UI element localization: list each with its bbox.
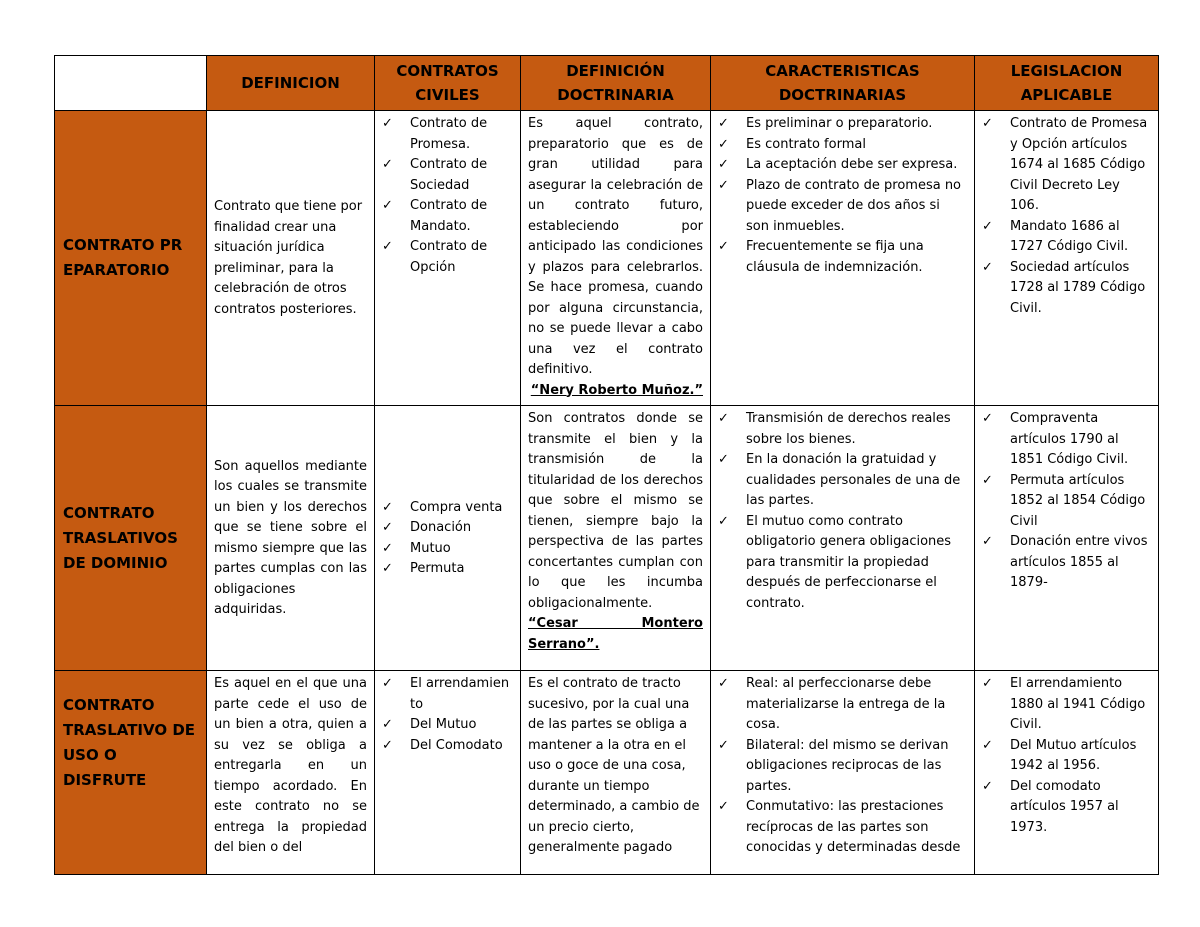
doctrinaria-cell [521, 671, 711, 875]
legislacion-cell [975, 111, 1159, 406]
definicion-text: Contrato que tiene por finalidad crear una situación jurídica preliminar, para la celebración de otros contratos posteriores. [214, 199, 363, 317]
list-item: ✓ Contrato de Sociedad [382, 157, 488, 193]
check-icon: ✓ [718, 157, 729, 172]
check-icon: ✓ [718, 239, 729, 254]
caracteristicas-list [718, 114, 967, 278]
definicion-cell [207, 406, 375, 671]
legislacion-cell [975, 671, 1159, 875]
contratos-list [382, 498, 513, 580]
contracts-table [54, 55, 1159, 875]
check-icon: ✓ [382, 540, 393, 556]
list-item: ✓ En la donación la gratuidad y cualidades personales de una de las partes. [718, 452, 961, 508]
check-icon: ✓ [382, 239, 393, 254]
contratos-cell [375, 671, 521, 875]
check-icon: ✓ [982, 259, 993, 275]
caracteristicas-list [718, 409, 967, 614]
list-item: ✓ Frecuentemente se fija una cláusula de indemnización. [718, 239, 924, 275]
row-title: CONTRATO TRASLATIVOS DE DOMINIO [55, 406, 207, 671]
header-caracteristicas: CARACTERISTICAS DOCTRINARIAS [711, 56, 975, 111]
check-icon: ✓ [382, 561, 393, 576]
row-title: CONTRATO PREPARATORIO [55, 111, 207, 406]
list-item: ✓ Permuta [382, 559, 513, 580]
check-icon: ✓ [718, 513, 729, 529]
list-item: ✓ Mandato 1686 al 1727 Código Civil. [982, 218, 1129, 254]
contratos-list [382, 674, 513, 756]
check-icon: ✓ [982, 218, 993, 234]
doctrinaria-cell [521, 406, 711, 671]
check-icon: ✓ [982, 676, 993, 691]
doctrinaria-text: Son contratos donde se transmite el bien y la transmisión de la titularidad de los derechos que sobre el mismo se tienen, siempre bajo la perspectiva de las partes concertantes cumplan con lo que les incumba obligacionalmente. [528, 411, 703, 611]
caracteristicas-list [718, 674, 967, 859]
header-definicion-doctrinaria: DEFINICIÓN DOCTRINARIA [521, 56, 711, 111]
header-contratos-civiles: CONTRATOS CIVILES [375, 56, 521, 111]
caracteristicas-cell [711, 671, 975, 875]
check-icon: ✓ [718, 676, 729, 691]
list-item: ✓ Es preliminar o preparatorio. [718, 114, 967, 135]
check-icon: ✓ [382, 717, 393, 732]
list-item: ✓ Real: al perfeccionarse debe materializarse la entrega de la cosa. [718, 676, 946, 732]
header-definicion: DEFINICION [207, 56, 375, 111]
definicion-text: Es aquel en el que una parte cede el uso de un bien a otra, quien a su vez se obliga a entregarla en un tiempo acordado. En este contrato no se entrega la propiedad del bien o del [214, 676, 367, 855]
check-icon: ✓ [718, 799, 729, 814]
caracteristicas-cell [711, 406, 975, 671]
header-blank-cell [55, 56, 207, 111]
contratos-list [382, 114, 513, 278]
check-icon: ✓ [718, 116, 729, 131]
list-item: ✓ El arrendamiento 1880 al 1941 Código Civil. [982, 676, 1146, 732]
legislacion-list [982, 409, 1151, 594]
list-item: ✓ Transmisión de derechos reales sobre los bienes. [718, 411, 951, 447]
doctrinaria-author: “Nery Roberto Muñoz.” [530, 382, 703, 398]
check-icon: ✓ [982, 472, 993, 488]
definicion-cell [207, 111, 375, 406]
doctrinaria-text: Es aquel contrato, preparatorio que es de gran utilidad para asegurar la celebración de un contrato futuro, estableciendo por anticipado las condiciones y plazos para celebrarlos. Se hace promesa, cuando por alguna circunstancia, no se puede llevar a cabo una vez el contrato definitivo. [528, 116, 703, 377]
check-icon: ✓ [982, 737, 993, 753]
list-item: ✓ Contrato de Opción [382, 239, 488, 275]
list-item: ✓ Plazo de contrato de promesa no puede exceder de dos años si son inmuebles. [718, 177, 962, 234]
legislacion-list [982, 114, 1151, 319]
header-legislacion: LEGISLACION APLICABLE [975, 56, 1159, 111]
header-row [55, 56, 1159, 111]
list-item: ✓ El arrendamiento [382, 676, 510, 712]
table-row [55, 111, 1159, 406]
check-icon: ✓ [382, 499, 393, 515]
list-item: ✓ Contrato de Promesa y Opción artículos 1674 al 1685 Código Civil Decreto Ley 106. [982, 116, 1148, 213]
list-item: ✓ Del Mutuo [382, 715, 513, 736]
check-icon: ✓ [382, 116, 393, 131]
list-item: ✓ Donación entre vivos artículos 1855 al 1879- [982, 534, 1148, 590]
list-item: ✓ Compraventa artículos 1790 al 1851 Código Civil. [982, 411, 1129, 467]
list-item: ✓ Mutuo [382, 539, 513, 560]
check-icon: ✓ [982, 534, 993, 549]
check-icon: ✓ [382, 520, 393, 535]
check-icon: ✓ [718, 177, 729, 193]
caracteristicas-cell [711, 111, 975, 406]
definicion-text: Son aquellos mediante los cuales se transmite un bien y los derechos que se tiene sobre el mismo siempre que las partes cumplas con las obligaciones adquiridas. [214, 458, 367, 617]
list-item: ✓ Sociedad artículos 1728 al 1789 Código Civil. [982, 259, 1146, 316]
table-row [55, 406, 1159, 671]
list-item: ✓ Bilateral: del mismo se derivan obligaciones reciprocas de las partes. [718, 737, 949, 794]
doctrinaria-text: Es el contrato de tracto sucesivo, por la cual una de las partes se obliga a mantener a la otra en el uso o goce de una cosa, durante un tiempo determinado, a cambio de un precio cierto, generalmente pagado [528, 676, 700, 855]
table-row [55, 671, 1159, 875]
definicion-cell [207, 671, 375, 875]
contratos-cell [375, 406, 521, 671]
check-icon: ✓ [982, 411, 993, 426]
row-title: CONTRATO TRASLATIVO DE USO O DISFRUTE [55, 671, 207, 875]
doctrinaria-author: “Cesar Montero Serrano”. [528, 616, 703, 652]
check-icon: ✓ [382, 157, 393, 172]
legislacion-cell [975, 406, 1159, 671]
check-icon: ✓ [982, 116, 993, 131]
list-item: ✓ Del comodato artículos 1957 al 1973. [982, 778, 1119, 835]
check-icon: ✓ [382, 198, 393, 213]
check-icon: ✓ [718, 737, 729, 753]
check-icon: ✓ [982, 778, 993, 794]
list-item: ✓ Del Comodato [382, 736, 513, 757]
list-item: ✓ La aceptación debe ser expresa. [718, 155, 967, 176]
list-item: ✓ Conmutativo: las prestaciones recíprocas de las partes son conocidas y determinadas desde [718, 799, 961, 855]
doctrinaria-cell [521, 111, 711, 406]
legislacion-list [982, 674, 1151, 838]
list-item: ✓ Del Mutuo artículos 1942 al 1956. [982, 737, 1137, 773]
list-item: ✓ Donación [382, 518, 513, 539]
check-icon: ✓ [718, 136, 729, 152]
list-item: ✓ Es contrato formal [718, 135, 967, 156]
check-icon: ✓ [382, 737, 393, 753]
list-item: ✓ Permuta artículos 1852 al 1854 Código Civil [982, 472, 1146, 529]
check-icon: ✓ [718, 452, 729, 467]
list-item: ✓ Compra venta [382, 498, 513, 519]
check-icon: ✓ [718, 411, 729, 426]
list-item: ✓ Contrato de Mandato. [382, 198, 488, 234]
list-item: ✓ Contrato de Promesa. [382, 116, 488, 152]
contratos-cell [375, 111, 521, 406]
check-icon: ✓ [382, 676, 393, 691]
list-item: ✓ El mutuo como contrato obligatorio genera obligaciones para transmitir la propiedad después de perfeccionarse el contrato. [718, 513, 952, 611]
